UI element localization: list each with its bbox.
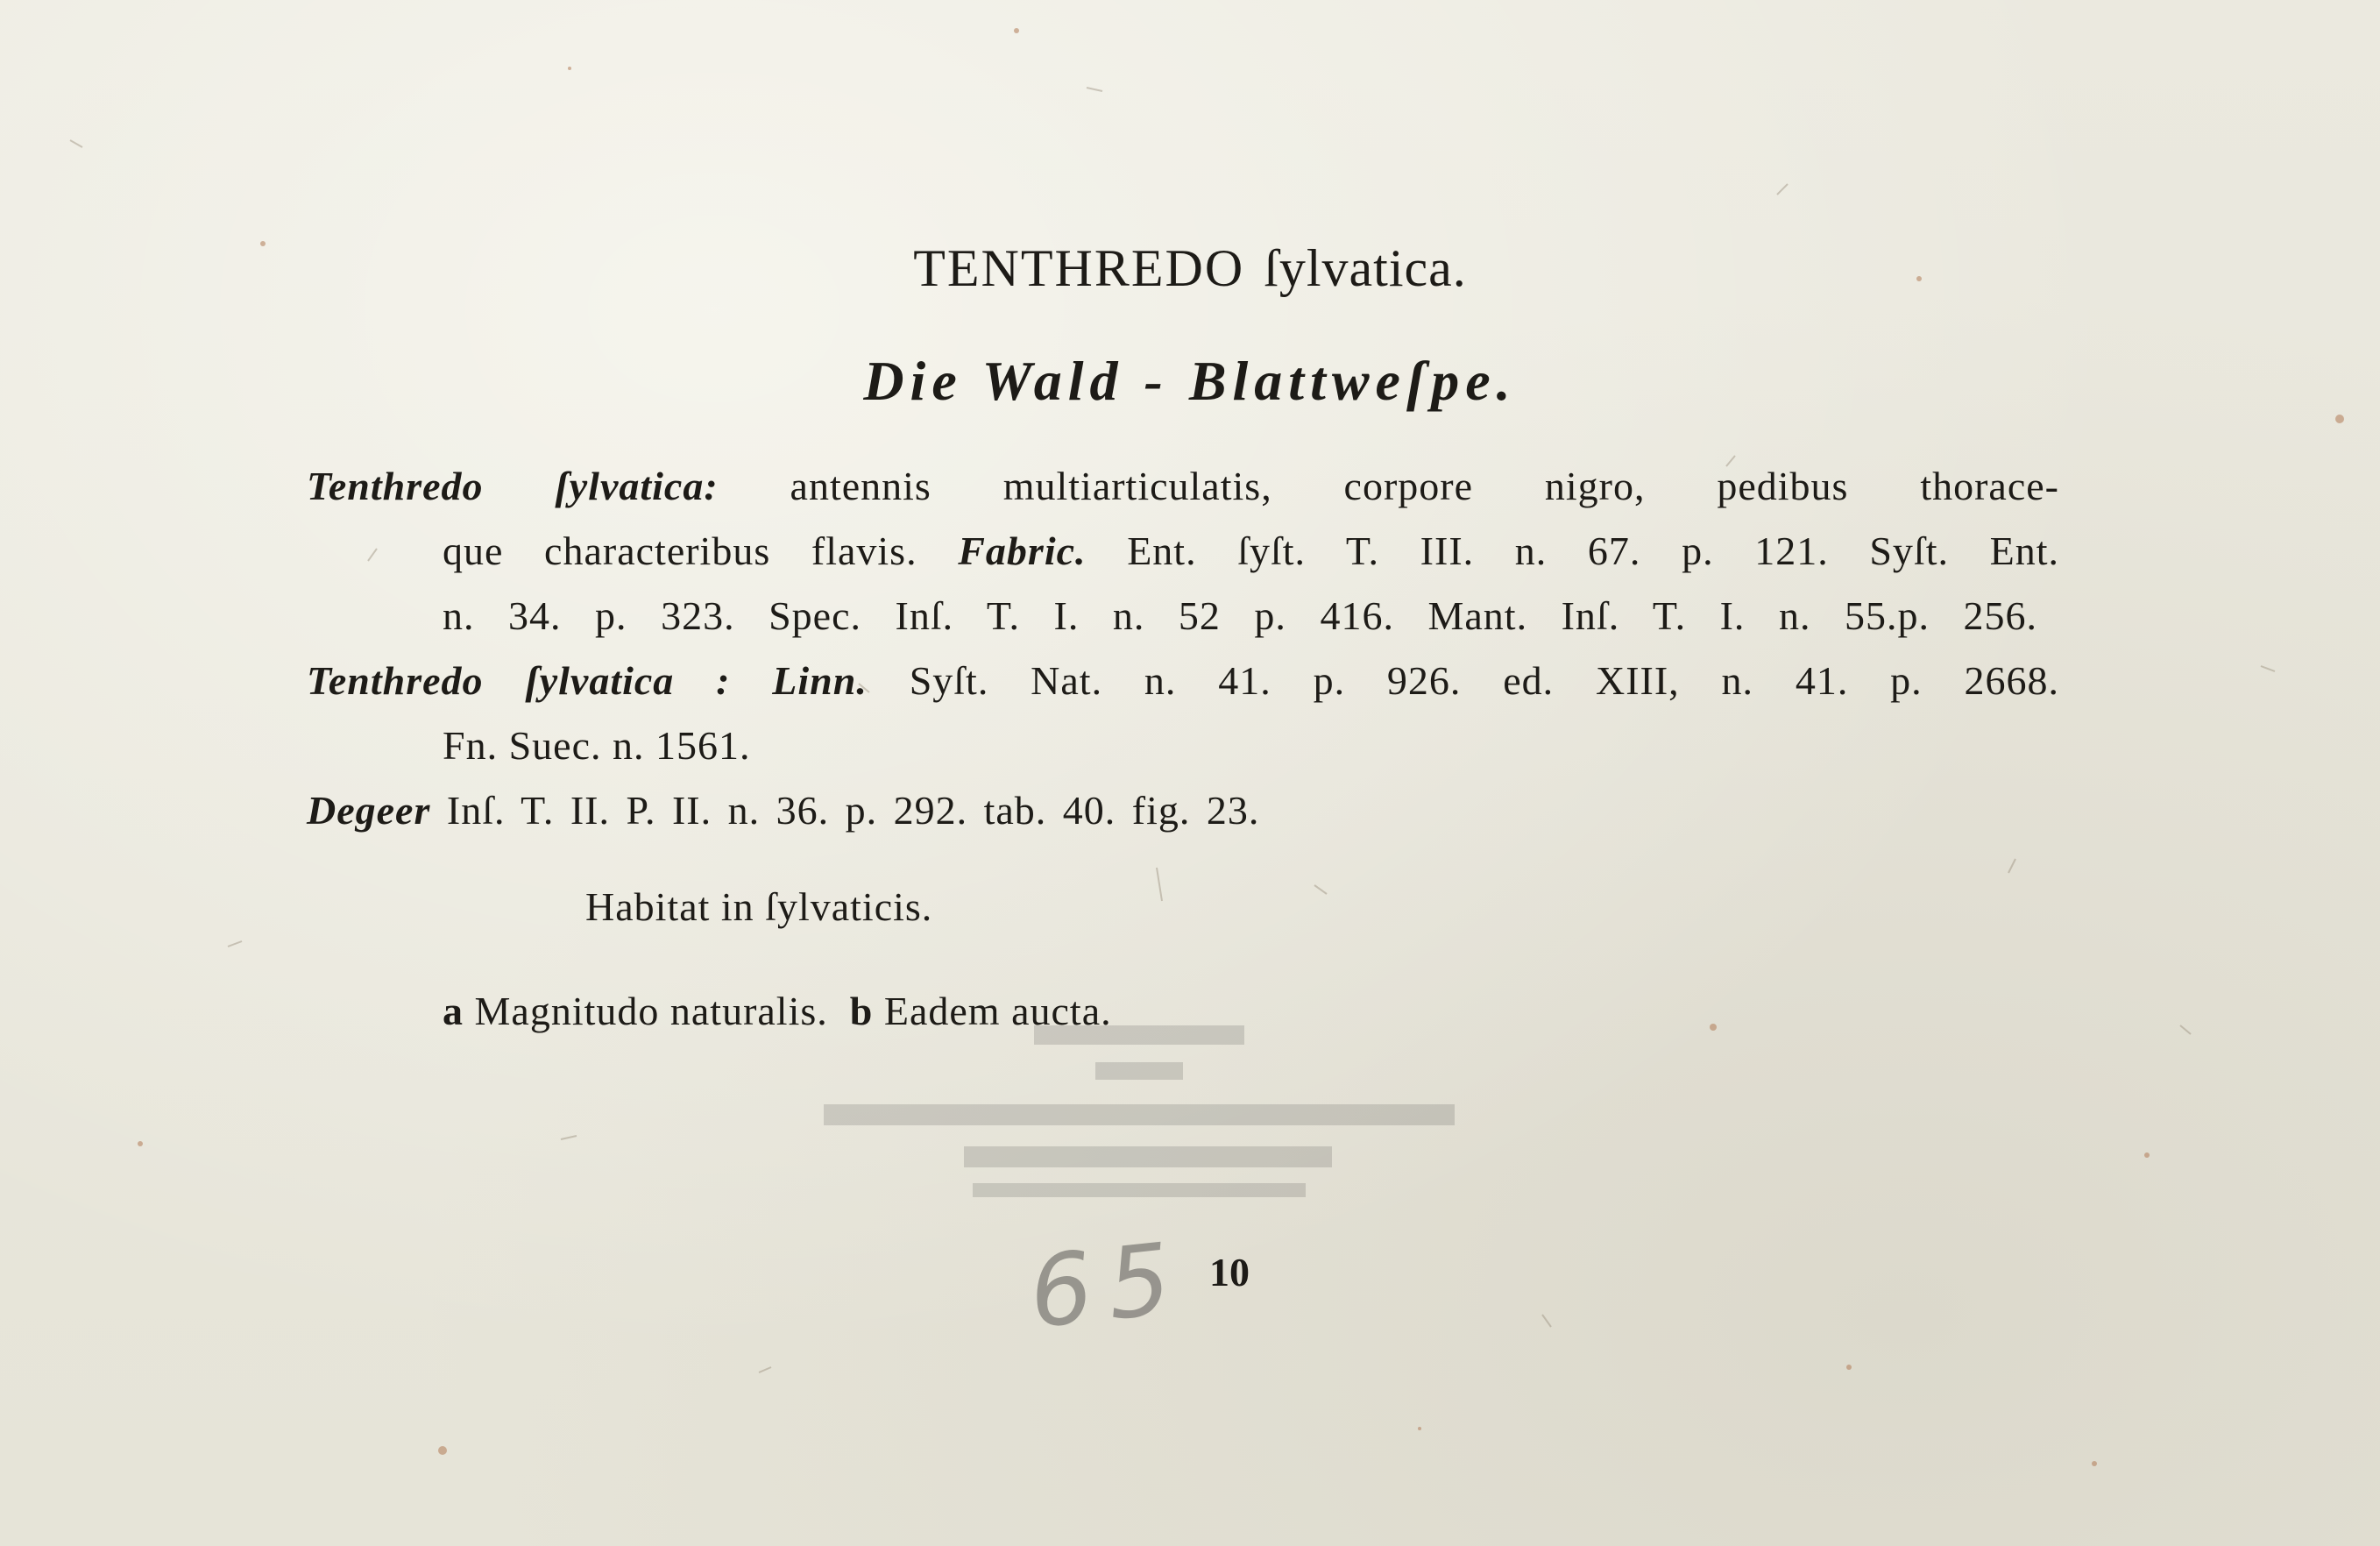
entry-1-line-1	[307, 463, 2059, 509]
handwritten-pencil-note: 65	[1024, 1221, 1192, 1351]
habitat-note: Habitat in ſylvaticis.	[585, 884, 933, 929]
title-species: ſylvatica.	[1264, 239, 1467, 297]
title-genus: TENTHREDO	[913, 239, 1245, 297]
entry-2-line-2-text: Fn. Suec. n. 1561.	[443, 723, 751, 768]
entry-3-line-1	[307, 787, 2059, 833]
entry-1-line-2-text-b: Ent. ſyſt. T. III. n. 67. p. 121. Syſt. Ent.	[1127, 528, 2060, 573]
entry-2-line-2	[443, 722, 2059, 769]
entry-2-line-1-text: Syſt. Nat. n. 41. p. 926. ed. XIII, n. 41. p. 2668.	[909, 658, 2060, 703]
entry-1-line-2-text-a: que characteribus flavis.	[443, 528, 917, 573]
legend-a-mark: a	[443, 989, 464, 1033]
figure-legend	[443, 988, 1112, 1034]
library-stamp-mirrored	[806, 1008, 1472, 1218]
entry-3-name: Degeer	[307, 788, 431, 833]
entry-2-author: Linn.	[772, 658, 868, 703]
entry-1-line-3-text: n. 34. p. 323. Spec. Inſ. T. I. n. 52 p. 416. Mant. Inſ. T. I. n. 55.p. 256.	[443, 593, 2037, 638]
entry-1-line-1-text: antennis multiarticulatis, corpore nigro, pedibus thorace-	[790, 464, 2059, 508]
page-number: 10	[1209, 1250, 1250, 1294]
page-subtitle: Die Wald - Blattweſpe.	[863, 350, 1517, 412]
entry-2-line-1	[307, 657, 2059, 704]
entry-1-author: Fabric.	[958, 528, 1087, 573]
page-title	[0, 238, 2380, 299]
legend-a-text: Magnitudo naturalis.	[474, 989, 828, 1033]
entry-3-line-1-text: Inſ. T. II. P. II. n. 36. p. 292. tab. 40. fig. 23.	[446, 788, 1260, 833]
legend-b-mark: b	[849, 989, 874, 1033]
entry-1-line-2	[443, 528, 2059, 574]
entry-1-line-3	[443, 592, 2037, 639]
entry-1-name: Tenthredo ſylvatica:	[307, 464, 719, 508]
legend-b-text: Eadem aucta.	[883, 989, 1112, 1033]
entry-2-name: Tenthredo ſylvatica :	[307, 658, 731, 703]
